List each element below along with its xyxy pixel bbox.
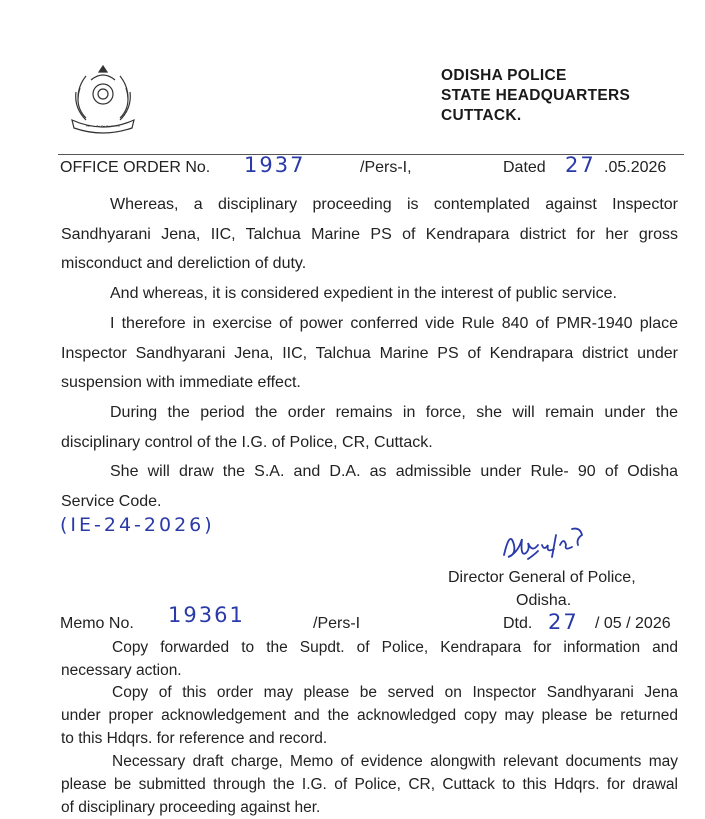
memo-paragraph-1 <box>61 636 678 682</box>
memo-dated-label: Dtd. <box>503 615 533 632</box>
header-line-3: CUTTACK. <box>441 107 522 124</box>
memo-day: 27 <box>548 610 579 634</box>
header-line-2: STATE HEADQUARTERS <box>441 87 631 104</box>
paragraph-4 <box>61 398 678 457</box>
memo-paragraph-3-line-1: Necessary draft charge, Memo of evidence alongwith relevant documents may <box>112 753 678 770</box>
paragraph-1-line-3: misconduct and dereliction of duty. <box>61 255 307 272</box>
paragraph-1-line-1: Whereas, a disciplinary proceeding is contemplated against Inspector <box>110 196 678 213</box>
memo-number: 19361 <box>168 603 245 627</box>
paragraph-3 <box>61 309 678 398</box>
memo-paragraph-2-line-3: to this Hdqrs. for reference and record. <box>61 730 328 747</box>
memo-paragraph-1-line-2: necessary action. <box>61 662 182 679</box>
office-order-day: 27 <box>565 153 596 177</box>
office-order-dated-label: Dated <box>503 159 546 176</box>
memo-paragraph-2 <box>61 681 678 750</box>
svg-text:~~~~~~~: ~~~~~~~ <box>85 123 121 130</box>
office-order-label: OFFICE ORDER No. <box>60 159 211 176</box>
paragraph-1 <box>61 190 678 279</box>
office-order-date-rest: .05.2026 <box>604 159 667 176</box>
office-order-number: 1937 <box>244 153 306 177</box>
memo-paragraph-3-line-3: of disciplinary proceeding against her. <box>61 799 321 816</box>
paragraph-3-line-2: Inspector Sandhyarani Jena, IIC, Talchua Marine PS of Kendrapara district under <box>61 344 678 362</box>
signature-icon <box>498 515 608 575</box>
paragraph-4-line-2: disciplinary control of the I.G. of Police, CR, Cuttack. <box>61 433 433 451</box>
signatory-place: Odisha. <box>516 592 572 609</box>
memo-label: Memo No. <box>60 615 134 632</box>
odisha-police-emblem-icon <box>58 58 148 138</box>
header-line-1: ODISHA POLICE <box>441 67 567 84</box>
memo-paragraph-3-line-2: please be submitted through the I.G. of Police, CR, Cuttack to this Hdqrs. for drawal <box>61 776 678 793</box>
memo-section: /Pers-I <box>313 615 361 632</box>
issuing-office-header <box>441 66 630 126</box>
memo-date-rest: / 05 / 2026 <box>595 615 671 632</box>
paragraph-3-line-3: suspension with immediate effect. <box>61 374 301 391</box>
memo-paragraph-2-line-2: under proper acknowledgement and the acknowledged copy may please be returned <box>61 707 678 724</box>
paragraph-5-line-1: She will draw the S.A. and D.A. as admissible under Rule- 90 of Odisha <box>110 463 678 480</box>
memo-paragraph-1-line-1: Copy forwarded to the Supdt. of Police, Kendrapara for information and <box>112 639 678 656</box>
paragraph-2-line-1: And whereas, it is considered expedient in the interest of public service. <box>110 285 617 302</box>
paragraph-4-line-1: During the period the order remains in force, she will remain under the <box>110 404 678 421</box>
office-order-section: /Pers-I, <box>360 159 412 176</box>
paragraph-2 <box>110 279 670 309</box>
paragraph-1-line-2: Sandhyarani Jena, IIC, Talchua Marine PS of Kendrapara district for her gross <box>61 225 678 243</box>
signatory-designation: Director General of Police, <box>448 569 636 586</box>
file-reference-handwritten: (IE-24-2026) <box>60 514 215 536</box>
memo-paragraph-2-line-1: Copy of this order may please be served on Inspector Sandhyarani Jena <box>112 684 678 701</box>
memo-paragraph-3 <box>61 750 678 819</box>
paragraph-5-line-2: Service Code. <box>61 492 162 510</box>
paragraph-5 <box>61 457 678 516</box>
paragraph-3-line-1: I therefore in exercise of power conferred vide Rule 840 of PMR-1940 place <box>110 315 678 332</box>
